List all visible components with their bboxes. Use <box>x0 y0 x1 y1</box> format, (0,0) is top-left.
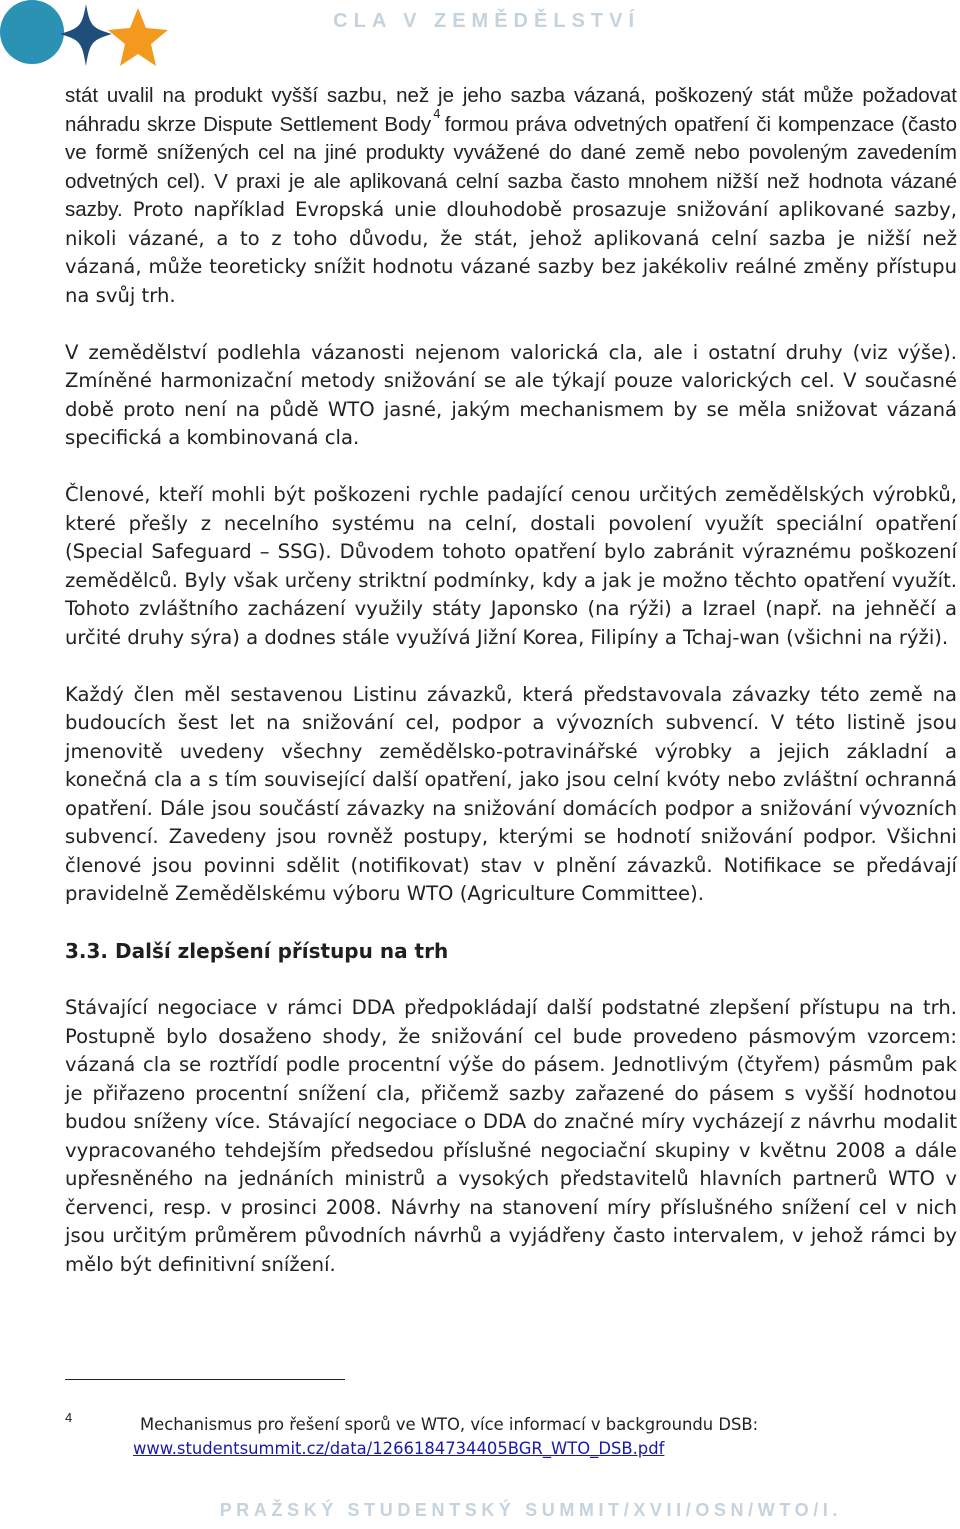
logo-star <box>108 8 168 66</box>
paragraph-1-part-b: formou práva odvetných opatření či kompenzace (často ve formě snížených cel na jiné produkty vyvážené do dané země nebo povoleným zavedením odvetných cel). V praxi je ale aplikovaná celní sazba často mnohem nižší než hodnota vázané sazby. <box>65 112 957 221</box>
summit-logo <box>0 0 180 70</box>
paragraph-1-part-a: stát uvalil na produkt vyšší sazbu, než je jeho sazba vázaná, poškozený stát může požadovat náhradu skrze Dispute Settlement Body <box>65 84 957 136</box>
footnote-link[interactable]: www.studentsummit.cz/data/1266184734405BGR_WTO_DSB.pdf <box>133 1439 665 1458</box>
logo-circle <box>0 0 64 64</box>
paragraph-4: Každý člen měl sestavenou Listinu závazků, která představovala závazky této země na budoucích šest let na snižování cel, podpor a vývozních subvencí. V této listině jsou jmenovitě uvedeny všechny zemědělsko-potravinářské výrobky a jejich základní a konečná cla a s tím související další opatření, jako jsou celní kvóty nebo zvláštní ochranná opatření. Dále jsou součástí závazky na snižování domácích podpor a snižování vývozních subvencí. Zavedeny jsou rovněž postupy, kterými se hodnotí snižování podpor. Všichni členové jsou povinni sdělit (notifikovat) stav v plnění závazků. Notifikace se předávají pravidelně Zemědělskému výboru WTO (Agriculture Committee). <box>65 682 957 905</box>
footnote <box>133 1413 759 1461</box>
paragraph-3: Členové, kteří mohli být poškozeni rychle padající cenou určitých zemědělských výrobků, které přešly z necelního systému na celní, dostali povolení využít speciální opatření (Special Safeguard – SSG). Důvodem tohoto opatření bylo zabránit výraznému poškození zemědělců. Byly však určeny striktní podmínky, kdy a jak je možno těchto opatření využít. Tohoto zvláštního zacházení využily státy Japonsko (na rýži) a Izrael (např. na jehněčí a určité druhy sýra) a dodnes stále využívá Jižní Korea, Filipíny a Tchaj-wan (všichni na rýži). <box>65 483 957 649</box>
footnote-divider <box>65 1379 345 1380</box>
paragraph-5: Stávající negociace v rámci DDA předpokládají další podstatné zlepšení přístupu na trh. Postupně bylo dosaženo shody, že snižování cel bude provedeno pásmovým vzorcem: vázaná cla se roztřídí podle procentní výše do pásem. Jednotlivým (čtyřem) pásmům pak je přiřazeno procentní snížení cla, přičemž sazby zařazené do pásem s vyšší hodnotou budou sníženy více. Stávající negociace o DDA do značné míry vycházejí z návrhu modalit vypracovaného tehdejším předsedou příslušné negociační skupiny v květnu 2008 a dále upřesněného na jednáních ministrů a vysokých představitelů hlavních partnerů WTO v červenci, resp. v prosinci 2008. Návrhy na stanovení míry příslušného snížení cel v nich jsou určitým průměrem původních návrhů a vyjádřeny často intervalem, v jehož rámci by mělo být definitivní snížení. <box>65 996 957 1276</box>
logo-cross-star <box>60 4 112 66</box>
header-title: CLA V ZEMĚDĚLSTVÍ <box>333 10 640 32</box>
footnote-reference[interactable]: 4 <box>433 106 441 121</box>
document-body <box>65 82 957 1308</box>
footer-title: PRAŽSKÝ STUDENTSKÝ SUMMIT/XVII/OSN/WTO/I. <box>219 1500 842 1520</box>
footnote-text: Mechanismus pro řešení sporů ve WTO, více informací v backgroundu DSB: <box>140 1415 759 1434</box>
section-heading: 3.3. Další zlepšení přístupu na trh <box>65 939 449 963</box>
paragraph-2: V zemědělství podlehla vázanosti nejenom valorická cla, ale i ostatní druhy (viz výše). Zmíněné harmonizační metody snižování se ale týkají pouze valorických cel. V současné době proto není na půdě WTO jasné, jakým mechanismem by se měla snižovat vázaná specifická a kombinovaná cla. <box>65 340 957 449</box>
paragraph-1 <box>65 82 957 310</box>
paragraph-1-part-c: Proto například Evropská unie dlouhodobě prosazuje snižování aplikované sazby, nikoli vázané, a to z toho důvodu, že stát, jehož aplikovaná celní sazba je nižší než vázaná, může teoreticky snížit hodnotu vázané sazby bez jakékoliv reálné změny přístupu na svůj trh. <box>65 198 957 307</box>
footnote-number: 4 <box>65 1410 73 1425</box>
